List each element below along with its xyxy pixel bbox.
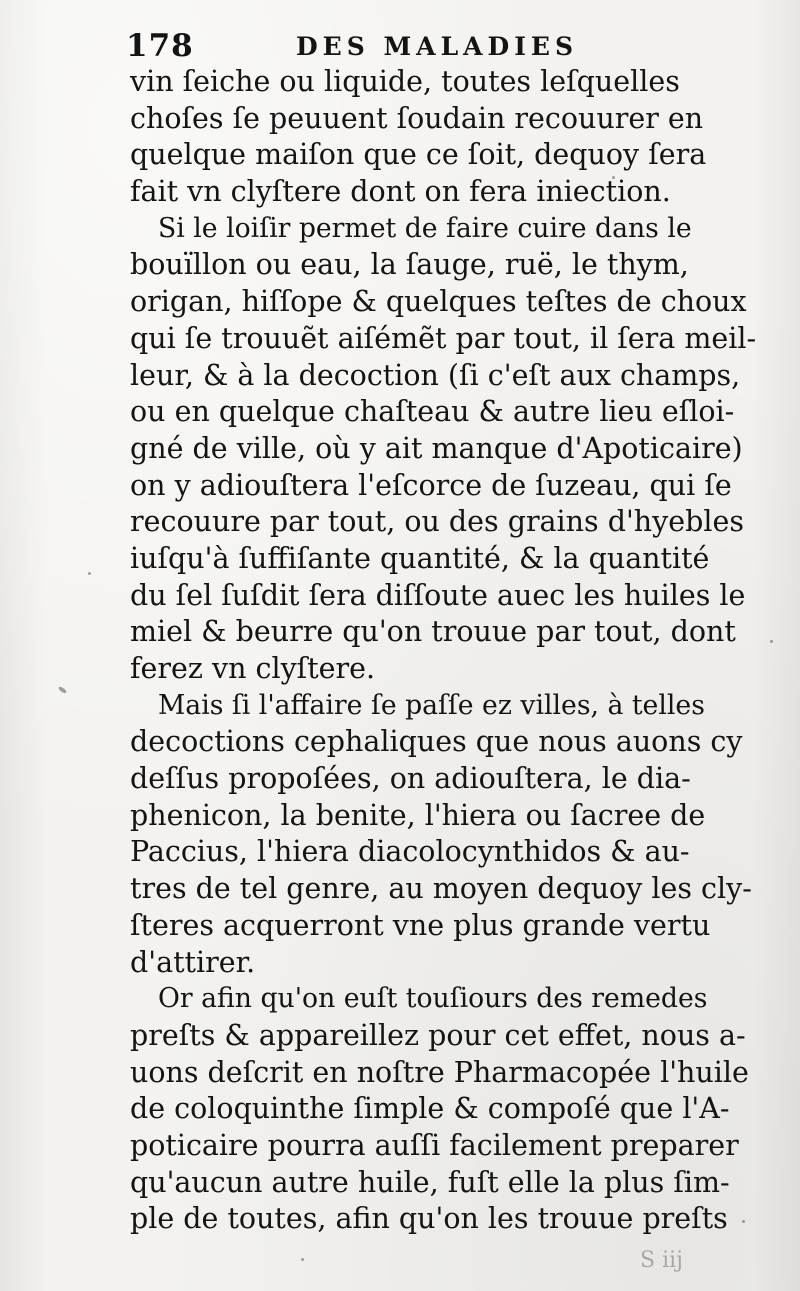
text-line: Mais ſi l'affaire ſe paſſe ez villes, à telles bbox=[158, 689, 705, 721]
text-line: on y adiouſtera l'eſcorce de ſuzeau, qui ſe bbox=[130, 468, 732, 502]
text-line: Si le loiſir permet de faire cuire dans le bbox=[158, 212, 692, 244]
running-head: DES MALADIES bbox=[296, 32, 579, 61]
text-line: qui ſe trouuẽt aiſémẽt par tout, il ſera meil- bbox=[130, 321, 757, 355]
text-line: poticaire pourra auſſi facilement preparer bbox=[130, 1128, 739, 1162]
text-line: decoctions cephaliques que nous auons cy bbox=[130, 725, 743, 759]
text-line: ferez vn clyſtere. bbox=[130, 652, 376, 685]
text-line: du ſel ſuſdit ſera diſſoute auec les huiles le bbox=[130, 578, 746, 612]
page-header bbox=[126, 28, 766, 68]
text-line: recouure par tout, ou des grains d'hyebles bbox=[130, 505, 744, 539]
text-line: de coloquinthe ſimple & compoſé que l'A- bbox=[130, 1092, 730, 1126]
body-text bbox=[130, 64, 760, 1238]
text-line: iuſqu'à ſuffiſante quantité, & la quantité bbox=[130, 541, 710, 575]
text-line: tres de tel genre, au moyen dequoy les cly- bbox=[130, 872, 752, 906]
text-line: preſts & appareillez pour cet effet, nous a- bbox=[130, 1018, 746, 1052]
text-line: ou en quelque chaſteau & autre lieu eſloi- bbox=[130, 395, 735, 429]
text-line: miel & beurre qu'on trouue par tout, dont bbox=[130, 615, 736, 649]
text-line: fait vn clyſtere dont on fera iniection. bbox=[130, 175, 671, 209]
text-line: d'attirer. bbox=[130, 945, 256, 979]
text-line: quelque maiſon que ce ſoit, dequoy ſera bbox=[130, 138, 707, 172]
text-line: ple de toutes, afin qu'on les trouue preſts bbox=[130, 1202, 728, 1236]
text-line: vin ſeiche ou liquide, toutes leſquelles bbox=[130, 65, 680, 98]
text-line: Or afin qu'on euſt touſiours des remedes bbox=[158, 983, 708, 1015]
text-line: leur, & à la decoction (ſi c'eſt aux champs, bbox=[130, 358, 741, 392]
text-line: ſteres acquerront vne plus grande vertu bbox=[130, 908, 711, 942]
text-line: gné de ville, où y ait manque d'Apoticaire) bbox=[130, 431, 743, 465]
text-line: deſſus propoſées, on adiouſtera, le dia- bbox=[130, 762, 691, 796]
text-line: qu'aucun autre huile, fuſt elle la plus ſim- bbox=[130, 1165, 730, 1199]
text-line: choſes ſe peuuent ſoudain recouurer en bbox=[130, 101, 704, 135]
text-line: bouïllon ou eau, la ſauge, ruë, le thym, bbox=[130, 248, 689, 282]
text-line: Paccius, l'hiera diacolocynthidos & au- bbox=[130, 835, 690, 869]
signature-mark: S iij bbox=[640, 1248, 683, 1273]
text-line: origan, hiſſope & quelques teſtes de choux bbox=[130, 285, 747, 319]
text-line: uons deſcrit en noſtre Pharmacopée l'huile bbox=[130, 1055, 749, 1089]
page-number: 178 bbox=[126, 28, 194, 64]
text-line: phenicon, la benite, l'hiera ou ſacree de bbox=[130, 798, 706, 832]
